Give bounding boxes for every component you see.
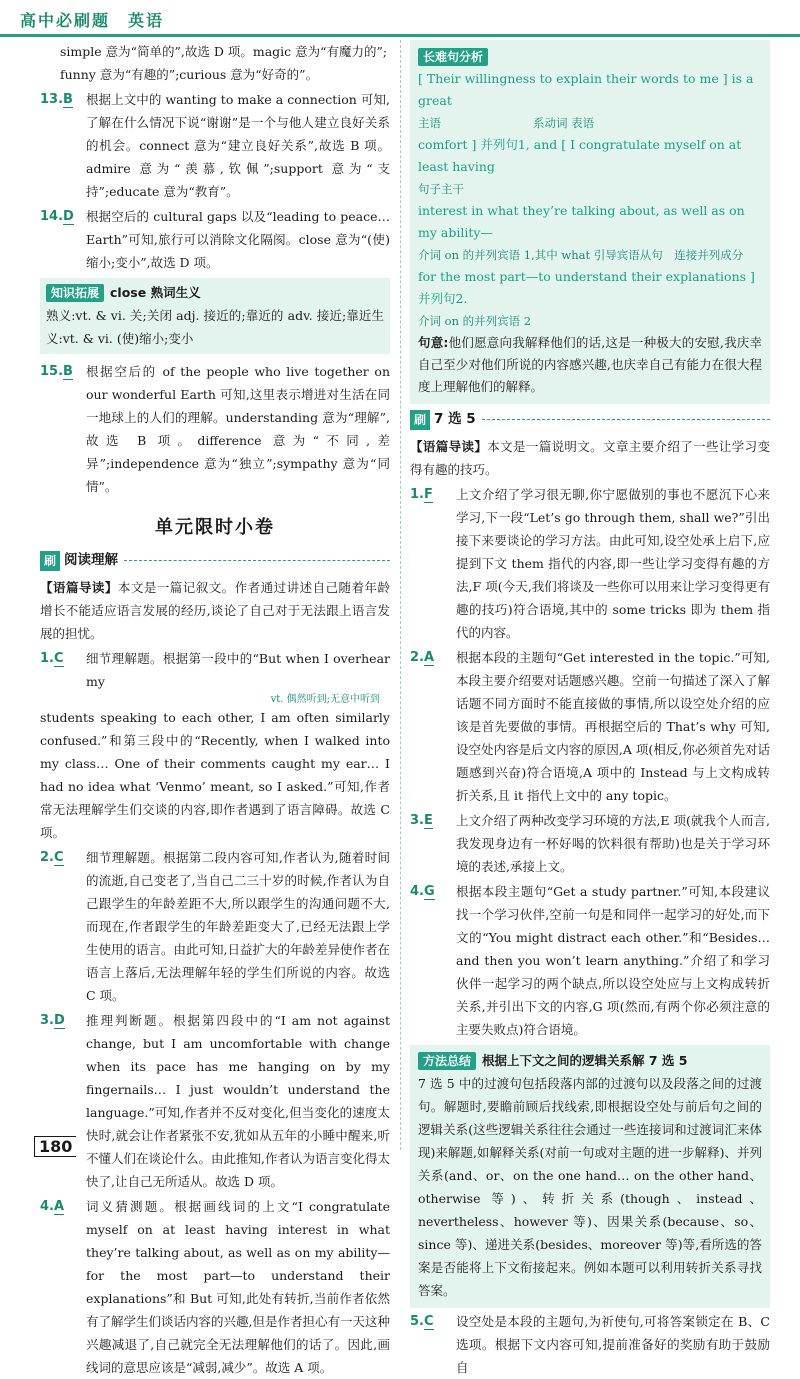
- sentence-label: 句意:: [418, 335, 449, 350]
- answer-text: 设空处是本段的主题句,为祈使句,可将答案锁定在 B、C 选项。根据下文内容可知,提前准备好的奖励有助于鼓励自: [456, 1314, 770, 1375]
- method-title: 根据上下文之间的逻辑关系解 7 选 5: [482, 1053, 688, 1068]
- header-rule: [0, 34, 800, 37]
- knowledge-box: [40, 278, 390, 354]
- answer-key: C: [53, 651, 64, 666]
- answer-13: [40, 88, 390, 203]
- answer-text: 词义猜测题。根据画线词的上文“I congratulate myself on at least having interest in what they’re talking about, as well as on my ability—for the most part—to understand their explanations”和 But 可知,此处有转折,当前作者依然有了解学生们谈话内容的兴趣,但是作者担心有一天这种兴趣减退了,自己就完全无法理解他们的话了。因此,画线词的意思应该是“减弱,减少”。故选 A 项。: [86, 1199, 390, 1375]
- brush-badge: 刷: [40, 551, 60, 571]
- answer-number: 4.: [40, 1199, 54, 1214]
- analysis-line-en: comfort ] 并列句1, and [ I congratulate myself on at least having: [418, 137, 742, 174]
- section-rule: [124, 560, 390, 561]
- answer-key: C: [423, 1314, 434, 1329]
- answer-key: A: [53, 1199, 65, 1214]
- sentence-meaning: [418, 332, 762, 398]
- answer-number: 14.: [40, 209, 64, 224]
- answer-r2: [40, 846, 390, 1007]
- answer-number: 3.: [410, 813, 424, 828]
- answer-key: B: [63, 92, 73, 107]
- answer-text: 根据上文中的 wanting to make a connection 可知,了解在什么情况下说“谢谢”是一个与他人建立良好关系的机会。connect 意为“建立良好关系”,故选 B 项。admire 意为“羡慕,钦佩”;support 意为“支持”;educate 意为“教育”。: [86, 92, 390, 199]
- answer-number: 1.: [410, 487, 424, 502]
- answer-number: 13.: [40, 92, 64, 107]
- answer-text: 细节理解题。根据第二段内容可知,作者认为,随着时间的流逝,自己变老了,当自己二三十岁的时候,作者认为自己跟学生的年龄差距不大,所以跟学生的沟通问题不大,而现在,作者跟学生的年龄差距变大了,已经无法跟上学生使用的语言。由此可知,日益扩大的年龄差异使作者在语言上落后,无法理解年轻的学生们所说的内容。故选 C 项。: [86, 850, 390, 1003]
- intro-line: simple 意为“简单的”,故选 D 项。magic 意为“有魔力的”;: [60, 44, 388, 59]
- answer-key: D: [53, 1013, 65, 1028]
- answer-r4: [40, 1195, 390, 1379]
- answer-number: 5.: [410, 1314, 424, 1329]
- method-text: 7 选 5 中的过渡句包括段落内部的过渡句以及段落之间的过渡句。解题时,要瞻前顾后找线索,即根据设空处与前后句之间的逻辑关系(这些逻辑关系往往会通过一些连接词和过渡词汇来体现)来解题,如解释关系(对前一句或对主题的进一步解释)、并列关系(and、or、on the one hand… on the other hand、otherwise 等)、转折关系(though、instead、nevertheless、however 等)、因果关系(because、so、since 等)、递进关系(besides、moreover 等)等,看所选的答案是否能将上下文衔接起来。例如本题可以利用转折关系寻找答案。: [418, 1076, 762, 1298]
- answer-number: 2.: [410, 650, 424, 665]
- answer-text: 根据本段的主题句“Get interested in the topic.”可知,本段主要介绍要对话题感兴趣。空前一句描述了深入了解话题不同方面时不能直接做的事情,所以设空处介绍的应该是首先要做的事情。再根据空后的 That’s why 可知,设空处内容是后文内容的原因,A 项(相反,你必须首先对话题感到兴奋)符合语境,A 项中的 Instead 与上文构成转折关系,且 it 指代上文中的 any topic。: [456, 650, 770, 803]
- answer-number: 15.: [40, 364, 64, 379]
- analysis-line-en: interest in what they’re talking about, as well as on my ability—: [418, 203, 745, 240]
- answer-text: 上文介绍了两种改变学习环境的方法,E 项(就我个人而言,我发现身边有一杯好喝的饮料很有帮助)也是关于学习环境的表述,承接上文。: [456, 813, 770, 874]
- analysis-line-cn: 句子主干: [418, 182, 464, 196]
- answer-number: 2.: [40, 850, 54, 865]
- right-column: [410, 40, 770, 1379]
- answer-14: [40, 205, 390, 274]
- answer-15: [40, 360, 390, 498]
- answer-text: 推理判断题。根据第四段中的“I am not against change, but I am uncomfortable with change when its pace has me hanging on by my fingernails… I just wouldn’t understand the language.”可知,作者并不反对变化,但当变化的速度太快时,就会让作者紧张不安,犹如从五年的小睡中醒来,听不懂人们在谈论什么。由此推知,作者认为语言变化得太快了,让自己无所适从。故选 D 项。: [86, 1013, 390, 1189]
- passage-guide: [410, 435, 770, 481]
- sentence-text: 他们愿意向我解释他们的话,这是一种极大的安慰,我庆幸自己至少对他们所说的内容感兴趣,也庆幸自己有能力在很大程度上理解他们的解释。: [418, 335, 763, 394]
- page-number: 180: [34, 1136, 76, 1157]
- guide-text: 本文是一篇说明文。文章主要介绍了一些让学习变得有趣的技巧。: [410, 439, 770, 477]
- knowledge-text: 熟义:vt. & vi. 关;关闭 adj. 接近的;靠近的 adv. 接近;靠近生义:vt. & vi. (使)缩小;变小: [46, 308, 384, 346]
- answer-text: 根据本段主题句“Get a study partner.”可知,本段建议找一个学习伙伴,空前一句是和同伴一起学习的好处,而下文的“You might distract each other.”和“Besides… and then you won’t learn anything.”介绍了和学习伙伴一起学习的两个缺点,所以设空处应与上文构成转折关系,并引出下文的内容,G 项(然而,有两个你必须注意的主要失败点)符合语境。: [456, 884, 770, 1037]
- answer-key: D: [63, 209, 74, 224]
- answer-s5: [410, 1310, 770, 1379]
- guide-label: 【语篇导读】: [410, 439, 488, 454]
- answer-key: B: [63, 364, 73, 379]
- brush-badge: 刷: [410, 410, 430, 430]
- answer-key: E: [423, 813, 433, 828]
- knowledge-tag: 知识拓展: [46, 284, 104, 302]
- section-rule: [482, 419, 770, 420]
- answer-r3: [40, 1009, 390, 1193]
- answer-text: 上文介绍了学习很无聊,你宁愿做别的事也不愿沉下心来学习,下一段“Let’s go through them, shall we?”引出接下来要谈论的学习方法。由此可知,设空处承上启下,应提到下文 them 指代的内容,即一些让学习变得有趣的方法,F 项(今天,我们将谈及一些你可以用来让学习变得更有趣的技巧)符合语境,其中的 some tricks 即为 them 指代的内容。: [456, 487, 770, 640]
- answer-text-continued: students speaking to each other, I am often similarly confused.”和第三段中的“Recently, when I walked into my class… One of their comments caught my ear… I had no idea what ‘Venmo’ meant, so I asked.”可知,作者常无法理解学生们交谈的内容,即作者遇到了语言障碍。故选 C 项。: [40, 710, 390, 840]
- analysis-line-cn: 主语 系动词 表语: [418, 116, 595, 130]
- guide-text: 本文是一篇记叙文。作者通过讲述自己随着年龄增长不能适应语言发展的经历,谈论了自己对于无法跟上语言发展的担忧。: [40, 580, 390, 641]
- section-label: 7 选 5: [434, 411, 476, 427]
- intro-line: funny 意为“有趣的”;curious 意为“好奇的”。: [60, 67, 319, 82]
- analysis-line-en: [ Their willingness to explain their words to me ] is a great: [418, 71, 754, 108]
- answer-s3: [410, 809, 770, 878]
- sentence-analysis-box: [410, 40, 770, 404]
- page-header: [0, 0, 800, 34]
- answer-s4: [410, 880, 770, 1041]
- section-title: 单元限时小卷: [155, 517, 275, 538]
- guide-label: 【语篇导读】: [40, 580, 118, 595]
- answer-key: F: [423, 487, 433, 502]
- method-tag: 方法总结: [418, 1052, 476, 1070]
- answer-number: 3.: [40, 1013, 54, 1028]
- answer-text: 根据空后的 of the people who live together on our wonderful Earth 可知,这里表示增进对生活在同一地球上的人们的理解。understanding 意为“理解”,故选 B 项。difference 意为“不同,差异”;independence 意为“独立”;sympathy 意为“同情”。: [86, 364, 390, 494]
- answer-s2: [410, 646, 770, 807]
- seven-five-section-head: [410, 408, 770, 431]
- reading-section-head: [40, 549, 390, 572]
- left-column: [40, 40, 390, 1379]
- answer-number: 1.: [40, 651, 54, 666]
- analysis-line-cn: 介词 on 的并列宾语 2: [418, 314, 532, 328]
- answer-number: 4.: [410, 884, 424, 899]
- answer-r1: [40, 647, 390, 706]
- vocab-note: vt. 偶然听到;无意中听到: [270, 694, 380, 705]
- analysis-line-cn: 介词 on 的并列宾语 1,其中 what 引导宾语从句 连接并列成分: [418, 248, 744, 262]
- passage-guide: [40, 576, 390, 645]
- analysis-tag: 长难句分析: [418, 48, 488, 66]
- answer-text: 细节理解题。根据第一段中的“But when I overhear my: [86, 651, 390, 689]
- knowledge-title: close 熟词生义: [110, 285, 201, 300]
- answer-key: A: [423, 650, 435, 665]
- answer-key: C: [53, 850, 64, 865]
- answer-text: 根据空后的 cultural gaps 以及“leading to peace… Earth”可知,旅行可以消除文化隔阂。close 意为“(使)缩小;变小”,故选 D 项。: [86, 209, 390, 270]
- analysis-line-en: for the most part—to understand their explanations ] 并列句2.: [418, 269, 755, 306]
- header-title: 高中必刷题 英语: [20, 11, 165, 30]
- answer-s1: [410, 483, 770, 644]
- column-divider: [400, 40, 401, 1150]
- section-label: 阅读理解: [64, 552, 119, 568]
- method-summary-box: [410, 1045, 770, 1308]
- answer-key: G: [423, 884, 435, 899]
